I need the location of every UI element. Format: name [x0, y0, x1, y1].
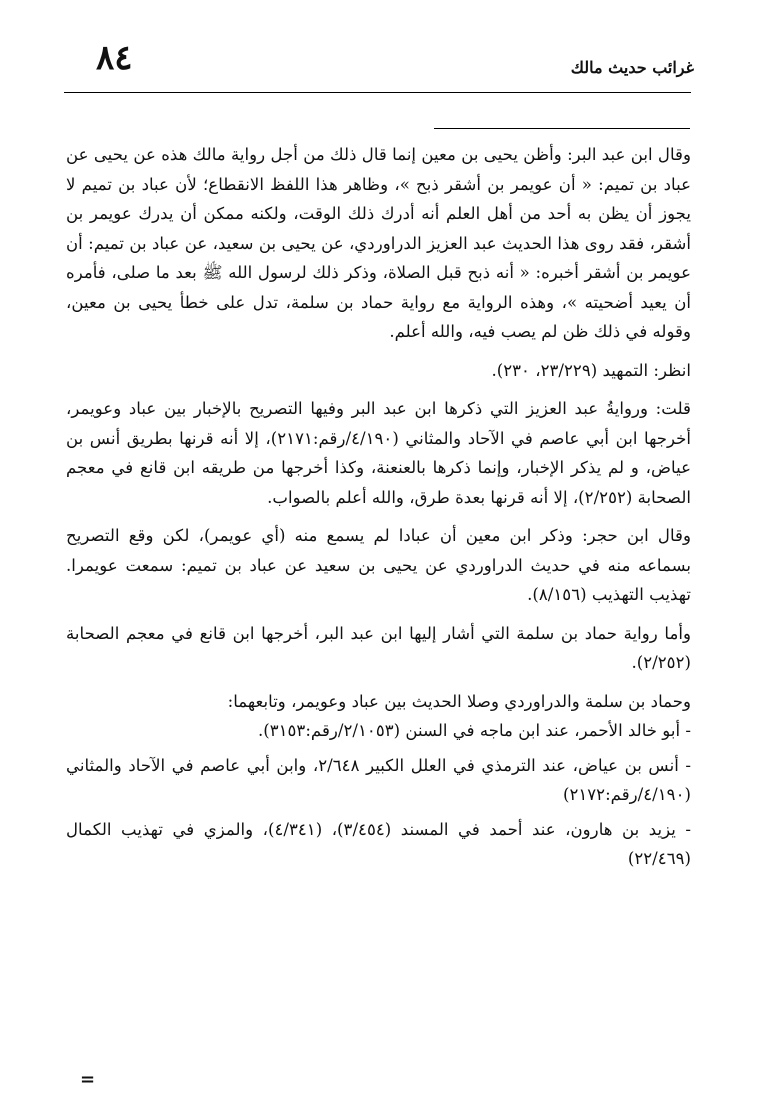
paragraph-hammad-riwaya: وأما رواية حماد بن سلمة التي أشار إليها ابن عبد البر، أخرجها ابن قانع في معجم الصحابة (٢/٢٥٢). [66, 623, 691, 672]
running-title: غرائب حديث مالك [570, 58, 694, 77]
list-item: - أبو خالد الأحمر، عند ابن ماجه في السنن (٢/١٠٥٣/رقم:٣١٥٣). [257, 721, 691, 740]
list-item: - أنس بن عياض، عند الترمذي في العلل الكبير ٢/٦٤٨، وابن أبي عاصم في الآحاد والمثاني (٤/١٩٠/رقم:٢١٧٢) [66, 755, 691, 804]
list-item: - يزيد بن هارون، عند أحمد في المسند (٣/٤٥٤)، (٤/٣٤١)، والمزي في تهذيب الكمال (٢٢/٤٦٩) [66, 819, 691, 868]
paragraph-ibn-hajar: وقال ابن حجر: وذكر ابن معين أن عبادا لم يسمع منه (أي عويمر)، لكن وقع التصريح بسماعه منه في حديث الدراوردي عن يحيى بن سعيد عن عباد بن تميم: سمعت عويمرا. تهذيب التهذيب (٨/١٥٦). [66, 526, 691, 604]
text-separator-rule [434, 128, 690, 129]
paragraph-author-note: قلت: وروايةُ عبد العزيز التي ذكرها ابن عبد البر وفيها التصريح بالإخبار بين عباد وعويمر، أخرجها ابن أبي عاصم في الآحاد والمثاني (٤/١٩٠/رقم:٢١٧١)، إلا أنه قرنها بطريق أنس بن عياض، و لم يذكر الإخبار، وإنما ذكرها بالعنعنة، وكذا أخرجها من طريقه ابن قانع في معجم الصحابة (٢/٢٥٢)، إلا أنه قرنها بعدة طرق، والله أعلم بالصواب. [66, 399, 691, 507]
paragraph-mutabaat-intro: وحماد بن سلمة والدراوردي وصلا الحديث بين عباد وعويمر، وتابعهما: [227, 691, 691, 711]
header-rule [64, 92, 691, 93]
paragraph-tamhid-reference: انظر: التمهيد (٢٣/٢٢٩، ٢٣٠). [491, 360, 691, 380]
footnote-continuation-mark: = [80, 1069, 96, 1090]
page-number: ٨٤ [96, 38, 133, 78]
paragraph-ibn-abd-al-barr: وقال ابن عبد البر: وأظن يحيى بن معين إنما قال ذلك من أجل رواية مالك هذه عن يحيى عن عباد بن تميم: « أن عويمر بن أشقر ذبح »، وظاهر هذا اللفظ الانقطاع؛ لأن عباد بن تميم لا يجوز أن يظن به أحد من أهل العلم أنه أدرك ذلك الوقت، ولكنه ممكن أن يدرك عويمر بن أشقر، فقد روى هذا الحديث عبد العزيز الدراوردي، عن يحيى بن سعيد، عن عباد بن تميم: أن عويمر بن أشقر أخبره: « أنه ذبح قبل الصلاة، وذكر ذلك لرسول الله ﷺ بعد ما صلى، فأمره أن يعيد أضحيته »، وهذه الرواية مع رواية حماد بن سلمة، تدل على خطأ يحيى بن معين، وقوله في ذلك ظن لم يصب فيه، والله أعلم. [66, 145, 691, 341]
page-body [66, 140, 691, 879]
